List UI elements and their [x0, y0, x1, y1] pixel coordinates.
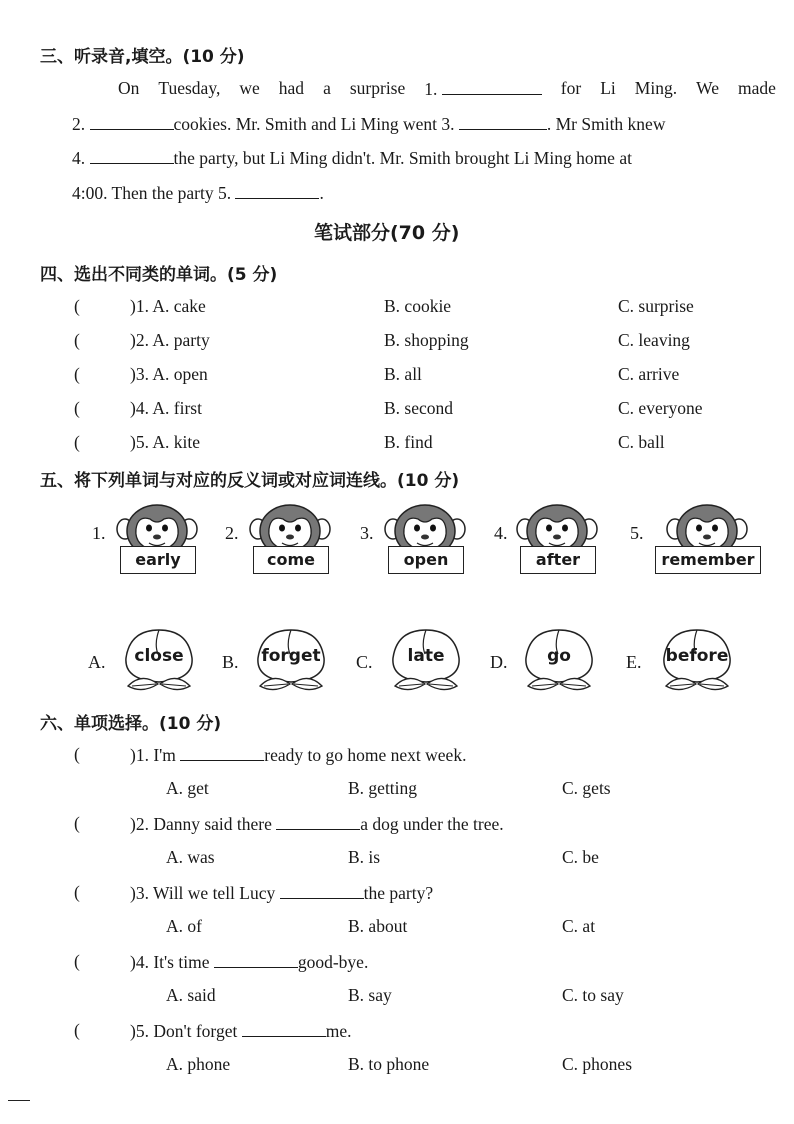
monkey-word[interactable]: come — [253, 546, 329, 574]
monkey-word[interactable]: after — [520, 546, 596, 574]
paren-open: ( — [74, 744, 80, 764]
option-c[interactable]: C. gets — [562, 778, 611, 798]
monkey-number: 2. — [225, 523, 239, 543]
section3-line1: On Tuesday, we had a surprise 1. for Li Ming. We made — [118, 78, 776, 99]
section3-line2: 2. cookies. Mr. Smith and Li Ming went 3. . Mr Smith knew — [72, 114, 666, 134]
peach-letter: E. — [626, 652, 642, 672]
option-b[interactable]: B. say — [348, 985, 392, 1005]
answer-blank[interactable] — [180, 744, 264, 761]
paren-open: ( — [74, 432, 80, 452]
peach-word[interactable]: late — [407, 646, 445, 666]
monkey-word[interactable]: early — [120, 546, 196, 574]
paren-open: ( — [74, 882, 80, 902]
option-c[interactable]: C. phones — [562, 1054, 632, 1074]
section3-title: 三、听录音,填空。(10 分) — [40, 47, 245, 67]
monkey-number: 4. — [494, 523, 508, 543]
option-b[interactable]: B. shopping — [384, 330, 469, 350]
option-c[interactable]: C. at — [562, 916, 596, 936]
question-item: )5. A. kite — [130, 432, 200, 452]
option-b[interactable]: B. about — [348, 916, 408, 936]
blank-2[interactable] — [90, 113, 174, 130]
blank-5[interactable] — [235, 182, 319, 199]
question-stem — [130, 882, 433, 904]
monkey-number: 1. — [92, 523, 106, 543]
option-b[interactable]: B. find — [384, 432, 433, 452]
question-suffix: ready to go home next week. — [264, 745, 467, 765]
peach-letter: C. — [356, 652, 373, 672]
answer-blank[interactable] — [242, 1020, 326, 1037]
paren-open: ( — [74, 330, 80, 350]
question-suffix: good-bye. — [297, 952, 369, 972]
blank-3[interactable] — [459, 113, 547, 130]
paren-open: ( — [74, 1020, 80, 1040]
monkey-number: 3. — [360, 523, 374, 543]
answer-blank[interactable] — [280, 882, 364, 899]
question-item: )1. A. cake — [130, 296, 206, 316]
monkey-word[interactable]: open — [388, 546, 464, 574]
peach-letter: A. — [88, 652, 106, 672]
blank-1[interactable] — [442, 78, 542, 95]
answer-blank[interactable] — [214, 951, 298, 968]
peach-word[interactable]: before — [665, 646, 729, 666]
option-b[interactable]: B. all — [384, 364, 422, 384]
footer-dash — [8, 1100, 30, 1101]
question-stem — [130, 813, 504, 835]
option-b[interactable]: B. cookie — [384, 296, 452, 316]
option-b[interactable]: B. to phone — [348, 1054, 430, 1074]
question-stem — [130, 1020, 351, 1042]
option-c[interactable]: C. be — [562, 847, 599, 867]
answer-blank[interactable] — [276, 813, 360, 830]
option-b[interactable]: B. second — [384, 398, 454, 418]
section3-line4: 4:00. Then the party 5. . — [72, 183, 324, 203]
option-a[interactable]: A. get — [166, 778, 209, 798]
option-c[interactable]: C. to say — [562, 985, 624, 1005]
option-b[interactable]: B. getting — [348, 778, 418, 798]
question-suffix: a dog under the tree. — [360, 814, 504, 834]
question-prefix: )4. It's time — [130, 952, 210, 972]
question-stem — [130, 744, 466, 766]
monkey-word[interactable]: remember — [655, 546, 761, 574]
paren-open: ( — [74, 296, 80, 316]
question-prefix: )5. Don't forget — [130, 1021, 238, 1041]
peach-letter: B. — [222, 652, 239, 672]
option-c[interactable]: C. ball — [618, 432, 665, 452]
question-prefix: )3. Will we tell Lucy — [130, 883, 276, 903]
question-stem — [130, 951, 368, 973]
blank-4[interactable] — [90, 147, 174, 164]
option-a[interactable]: A. of — [166, 916, 202, 936]
question-suffix: me. — [325, 1021, 352, 1041]
option-b[interactable]: B. is — [348, 847, 381, 867]
paren-open: ( — [74, 398, 80, 418]
option-c[interactable]: C. everyone — [618, 398, 703, 418]
question-item: )4. A. first — [130, 398, 202, 418]
section3-line3: 4. the party, but Li Ming didn't. Mr. Smith brought Li Ming home at — [72, 148, 632, 168]
question-item: )3. A. open — [130, 364, 208, 384]
paren-open: ( — [74, 364, 80, 384]
section5-title: 五、将下列单词与对应的反义词或对应词连线。(10 分) — [40, 471, 460, 491]
option-a[interactable]: A. said — [166, 985, 216, 1005]
peach-word[interactable]: go — [547, 646, 571, 666]
section6-title: 六、单项选择。(10 分) — [40, 714, 222, 734]
section4-title: 四、选出不同类的单词。(5 分) — [40, 265, 278, 285]
question-prefix: )2. Danny said there — [130, 814, 272, 834]
peach-letter: D. — [490, 652, 508, 672]
question-item: )2. A. party — [130, 330, 210, 350]
question-suffix: the party? — [363, 883, 434, 903]
option-a[interactable]: A. was — [166, 847, 215, 867]
peach-word[interactable]: forget — [261, 646, 321, 666]
paren-open: ( — [74, 951, 80, 971]
paren-open: ( — [74, 813, 80, 833]
question-prefix: )1. I'm — [130, 745, 176, 765]
option-c[interactable]: C. surprise — [618, 296, 694, 316]
option-c[interactable]: C. leaving — [618, 330, 690, 350]
option-a[interactable]: A. phone — [166, 1054, 231, 1074]
option-c[interactable]: C. arrive — [618, 364, 680, 384]
peach-word[interactable]: close — [134, 646, 184, 666]
written-part-title: 笔试部分(70 分) — [314, 222, 460, 244]
monkey-number: 5. — [630, 523, 644, 543]
